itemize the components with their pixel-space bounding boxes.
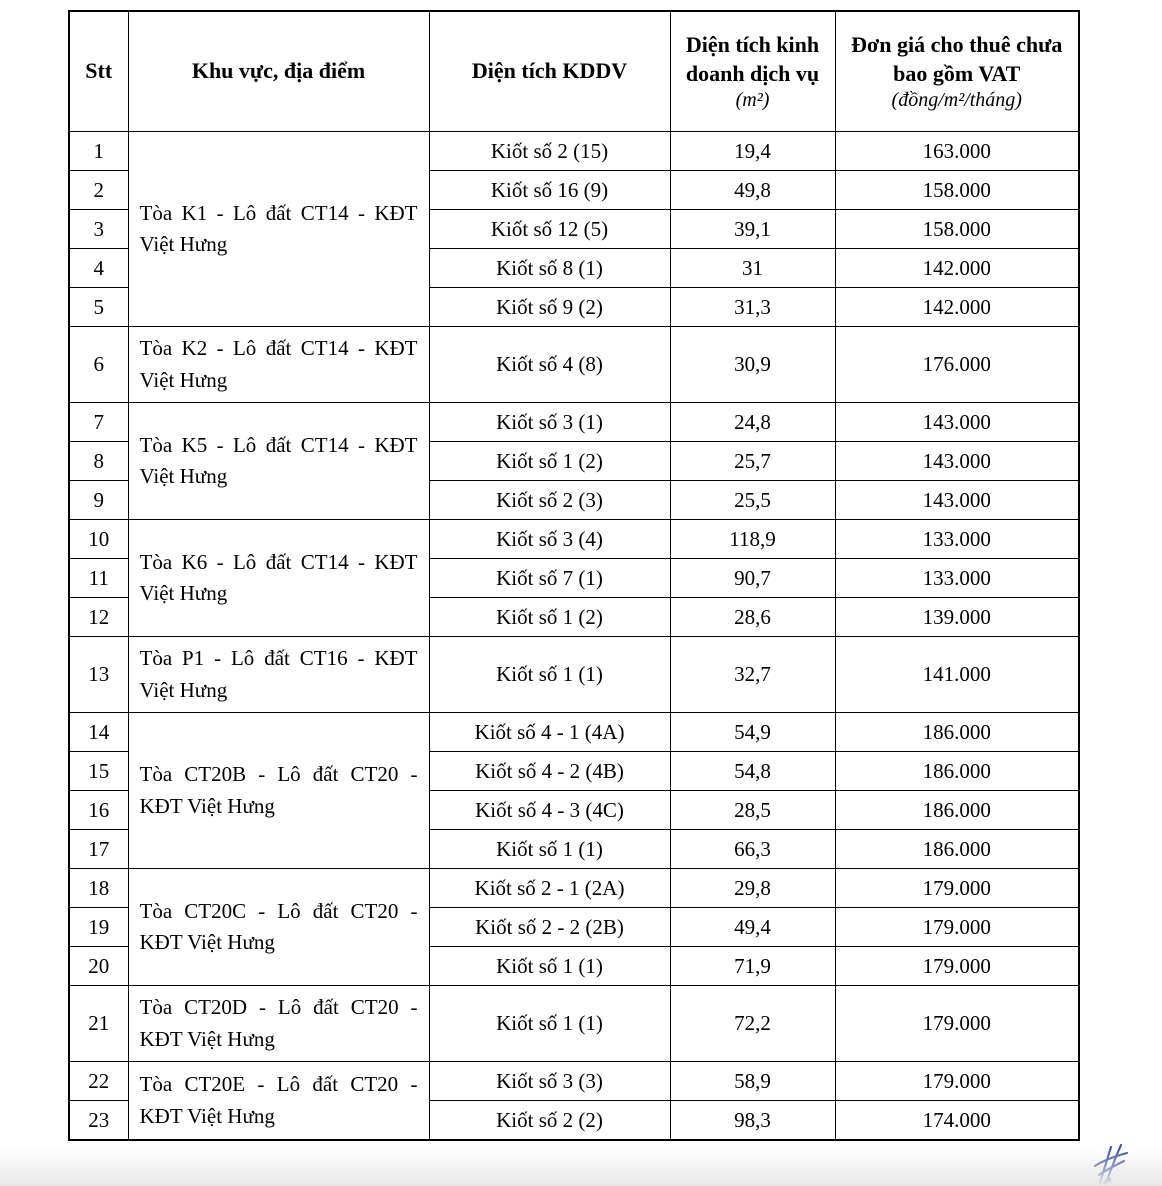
stt-cell: 3 <box>69 210 128 249</box>
size-cell: 29,8 <box>670 869 835 908</box>
area-cell: Tòa K5 - Lô đất CT14 - KĐT Việt Hưng <box>128 403 429 520</box>
kiosk-cell: Kiốt số 1 (1) <box>429 986 670 1062</box>
kiosk-cell: Kiốt số 1 (2) <box>429 442 670 481</box>
stt-cell: 23 <box>69 1101 128 1141</box>
table-row <box>69 713 1079 752</box>
column-header-label: Diện tích kinh doanh dịch vụ <box>685 32 820 86</box>
kiosk-cell: Kiốt số 3 (1) <box>429 403 670 442</box>
area-cell: Tòa CT20B - Lô đất CT20 - KĐT Việt Hưng <box>128 713 429 869</box>
stt-cell: 17 <box>69 830 128 869</box>
kiosk-cell: Kiốt số 2 (3) <box>429 481 670 520</box>
column-header-label: Diện tích KDDV <box>471 58 628 84</box>
kiosk-cell: Kiốt số 2 - 2 (2B) <box>429 908 670 947</box>
stt-cell: 9 <box>69 481 128 520</box>
column-header-unit: (đồng/m²/tháng) <box>891 88 1022 111</box>
kiosk-cell: Kiốt số 16 (9) <box>429 171 670 210</box>
price-cell: 176.000 <box>835 327 1079 403</box>
table-row <box>69 132 1079 171</box>
stt-cell: 6 <box>69 327 128 403</box>
size-cell: 98,3 <box>670 1101 835 1141</box>
kiosk-cell: Kiốt số 3 (4) <box>429 520 670 559</box>
kiosk-cell: Kiốt số 1 (1) <box>429 947 670 986</box>
kiosk-cell: Kiốt số 1 (1) <box>429 830 670 869</box>
size-cell: 31 <box>670 249 835 288</box>
stt-cell: 20 <box>69 947 128 986</box>
price-cell: 186.000 <box>835 791 1079 830</box>
column-header-price <box>835 11 1079 132</box>
price-cell: 133.000 <box>835 559 1079 598</box>
handwritten-mark-icon <box>1090 1144 1132 1186</box>
price-cell: 174.000 <box>835 1101 1079 1141</box>
size-cell: 24,8 <box>670 403 835 442</box>
price-cell: 163.000 <box>835 132 1079 171</box>
price-cell: 143.000 <box>835 403 1079 442</box>
area-cell: Tòa CT20E - Lô đất CT20 - KĐT Việt Hưng <box>128 1062 429 1141</box>
area-cell: Tòa K2 - Lô đất CT14 - KĐT Việt Hưng <box>128 327 429 403</box>
price-cell: 143.000 <box>835 481 1079 520</box>
column-header-area <box>128 11 429 132</box>
stt-cell: 12 <box>69 598 128 637</box>
table-row <box>69 403 1079 442</box>
stt-cell: 16 <box>69 791 128 830</box>
size-cell: 49,8 <box>670 171 835 210</box>
price-cell: 133.000 <box>835 520 1079 559</box>
stt-cell: 21 <box>69 986 128 1062</box>
kiosk-cell: Kiốt số 4 - 3 (4C) <box>429 791 670 830</box>
size-cell: 49,4 <box>670 908 835 947</box>
column-header-label: Đơn giá cho thuê chưa bao gồm VAT <box>851 32 1063 86</box>
table-row <box>69 1062 1079 1101</box>
stt-cell: 5 <box>69 288 128 327</box>
kiosk-cell: Kiốt số 12 (5) <box>429 210 670 249</box>
kiosk-cell: Kiốt số 4 (8) <box>429 327 670 403</box>
size-cell: 72,2 <box>670 986 835 1062</box>
stt-cell: 15 <box>69 752 128 791</box>
size-cell: 39,1 <box>670 210 835 249</box>
area-cell: Tòa K1 - Lô đất CT14 - KĐT Việt Hưng <box>128 132 429 327</box>
table-row <box>69 520 1079 559</box>
kiosk-cell: Kiốt số 3 (3) <box>429 1062 670 1101</box>
size-cell: 58,9 <box>670 1062 835 1101</box>
area-cell: Tòa CT20C - Lô đất CT20 - KĐT Việt Hưng <box>128 869 429 986</box>
stt-cell: 11 <box>69 559 128 598</box>
price-cell: 143.000 <box>835 442 1079 481</box>
stt-cell: 2 <box>69 171 128 210</box>
table-header-row <box>69 11 1079 132</box>
price-cell: 139.000 <box>835 598 1079 637</box>
price-cell: 186.000 <box>835 713 1079 752</box>
size-cell: 71,9 <box>670 947 835 986</box>
stt-cell: 13 <box>69 637 128 713</box>
size-cell: 32,7 <box>670 637 835 713</box>
column-header-label: Khu vực, địa điểm <box>191 58 366 84</box>
stt-cell: 18 <box>69 869 128 908</box>
area-cell: Tòa K6 - Lô đất CT14 - KĐT Việt Hưng <box>128 520 429 637</box>
size-cell: 28,5 <box>670 791 835 830</box>
price-cell: 179.000 <box>835 947 1079 986</box>
table-row <box>69 327 1079 403</box>
kiosk-cell: Kiốt số 1 (1) <box>429 637 670 713</box>
price-cell: 142.000 <box>835 249 1079 288</box>
size-cell: 25,7 <box>670 442 835 481</box>
size-cell: 25,5 <box>670 481 835 520</box>
stt-cell: 19 <box>69 908 128 947</box>
kiosk-cell: Kiốt số 9 (2) <box>429 288 670 327</box>
price-cell: 179.000 <box>835 908 1079 947</box>
column-header-label: Stt <box>85 58 113 84</box>
table-row <box>69 986 1079 1062</box>
column-header-size <box>670 11 835 132</box>
stt-cell: 7 <box>69 403 128 442</box>
kiosk-cell: Kiốt số 1 (2) <box>429 598 670 637</box>
area-cell: Tòa CT20D - Lô đất CT20 - KĐT Việt Hưng <box>128 986 429 1062</box>
stt-cell: 14 <box>69 713 128 752</box>
page-bottom-shadow <box>0 1148 1162 1186</box>
stt-cell: 8 <box>69 442 128 481</box>
kiosk-cell: Kiốt số 4 - 2 (4B) <box>429 752 670 791</box>
column-header-stt <box>69 11 128 132</box>
table-row <box>69 869 1079 908</box>
price-cell: 158.000 <box>835 210 1079 249</box>
table-body <box>69 132 1079 1141</box>
kiosk-cell: Kiốt số 2 (15) <box>429 132 670 171</box>
price-cell: 179.000 <box>835 1062 1079 1101</box>
stt-cell: 4 <box>69 249 128 288</box>
kiosk-rental-price-table <box>68 10 1080 1141</box>
price-cell: 158.000 <box>835 171 1079 210</box>
kiosk-cell: Kiốt số 2 (2) <box>429 1101 670 1141</box>
size-cell: 54,9 <box>670 713 835 752</box>
size-cell: 118,9 <box>670 520 835 559</box>
stt-cell: 1 <box>69 132 128 171</box>
size-cell: 66,3 <box>670 830 835 869</box>
kiosk-cell: Kiốt số 7 (1) <box>429 559 670 598</box>
size-cell: 28,6 <box>670 598 835 637</box>
price-cell: 186.000 <box>835 752 1079 791</box>
signature-strokes <box>1095 1145 1127 1186</box>
kiosk-cell: Kiốt số 4 - 1 (4A) <box>429 713 670 752</box>
stt-cell: 10 <box>69 520 128 559</box>
column-header-unit: (m²) <box>735 88 770 111</box>
price-cell: 186.000 <box>835 830 1079 869</box>
kiosk-cell: Kiốt số 2 - 1 (2A) <box>429 869 670 908</box>
area-cell: Tòa P1 - Lô đất CT16 - KĐT Việt Hưng <box>128 637 429 713</box>
table-row <box>69 637 1079 713</box>
price-cell: 179.000 <box>835 869 1079 908</box>
stt-cell: 22 <box>69 1062 128 1101</box>
price-cell: 141.000 <box>835 637 1079 713</box>
size-cell: 31,3 <box>670 288 835 327</box>
size-cell: 30,9 <box>670 327 835 403</box>
size-cell: 19,4 <box>670 132 835 171</box>
price-cell: 179.000 <box>835 986 1079 1062</box>
kiosk-cell: Kiốt số 8 (1) <box>429 249 670 288</box>
price-cell: 142.000 <box>835 288 1079 327</box>
column-header-kiosk <box>429 11 670 132</box>
size-cell: 90,7 <box>670 559 835 598</box>
size-cell: 54,8 <box>670 752 835 791</box>
